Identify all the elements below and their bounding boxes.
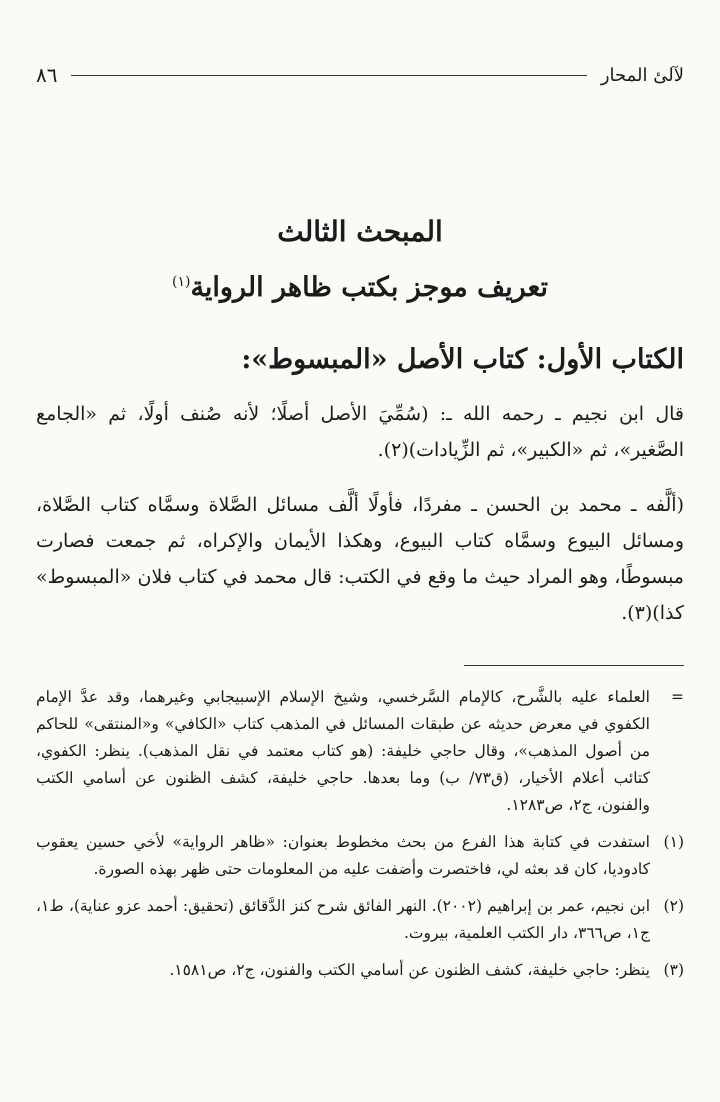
page-header [36, 58, 684, 92]
footnote-item [36, 893, 684, 947]
section-subtitle [36, 260, 684, 310]
page-number: ٨٦ [36, 63, 58, 87]
body-paragraph: قال ابن نجيم ـ رحمه الله ـ: (سُمِّيَ الأصل أصلًا؛ لأنه صُنف أولًا، ثم «الجامع الصَّغير»، ثم «الكبير»، ثم الزِّيادات)(٢). [36, 403, 684, 461]
footnote-marker: (٣) [663, 961, 684, 979]
section-subtitle-text: تعريف موجز بكتب ظاهر الرواية [190, 272, 549, 303]
running-title: لآلئ المحار [600, 64, 684, 86]
footnote-text: العلماء عليه بالشَّرح، كالإمام السَّرخسي، وشيخ الإسلام الإسبيجابي وغيرهما، وقد عدَّ الإمام الكفوي في معرض حديثه عن طبقات المسائل في المذهب كتاب «الكافي» و«المنتقى» للحاكم من أصول المذهب»، وقال حاجي خليفة: (هو كتاب معتمد في نقل المذهب). ينظر: الكفوي، كتائب أعلام الأخيار، (ق٧٣/ ب) وما بعدها. حاجي خليفة، كشف الظنون عن أسامي الكتب والفنون، ج٢، ص١٢٨٣. [36, 688, 650, 814]
footnote-separator [464, 665, 684, 666]
footnote-item [36, 684, 684, 819]
section-title: المبحث الثالث [277, 215, 443, 248]
footnote-text: استفدت في كتابة هذا الفرع من بحث مخطوط بعنوان: «ظاهر الرواية» لأخي حسين يعقوب كادوديا، كان قد بعثه لي، فاختصرت وأضفت عليه من المعلومات حتى ظهر بهذه الصورة. [36, 833, 650, 878]
footnote-marker: (١) [663, 833, 684, 851]
footnote-marker: = [671, 688, 684, 706]
footnote-ref-1: (١) [171, 274, 191, 290]
footnote-marker: (٢) [663, 897, 684, 915]
footnote-text: ابن نجيم، عمر بن إبراهيم (٢٠٠٢). النهر الفائق شرح كنز الدَّقائق (تحقيق: أحمد عزو عناية)، ط١، ج١، ص٣٦٦، دار الكتب العلمية، بيروت. [36, 897, 650, 942]
footnote-item [36, 829, 684, 883]
footnotes [36, 684, 684, 984]
footnote-text: ينظر: حاجي خليفة، كشف الظنون عن أسامي الكتب والفنون، ج٢، ص١٥٨١. [169, 961, 650, 979]
body-paragraph: (ألَّفه ـ محمد بن الحسن ـ مفردًا، فأولًا ألَّف مسائل الصَّلاة وسمَّاه كتاب الصَّلاة، ومسائل البيوع وسمَّاه كتاب البيوع، وهكذا الأيمان والإكراه، ثم جمعت فصارت مبسوطًا، وهو المراد حيث ما وقع في الكتب: قال محمد في كتاب فلان «المبسوط» كذا)(٣). [36, 494, 684, 624]
book-heading: الكتاب الأول: كتاب الأصل «المبسوط»: [241, 344, 684, 375]
footnote-item [36, 957, 684, 984]
header-rule [71, 75, 586, 76]
